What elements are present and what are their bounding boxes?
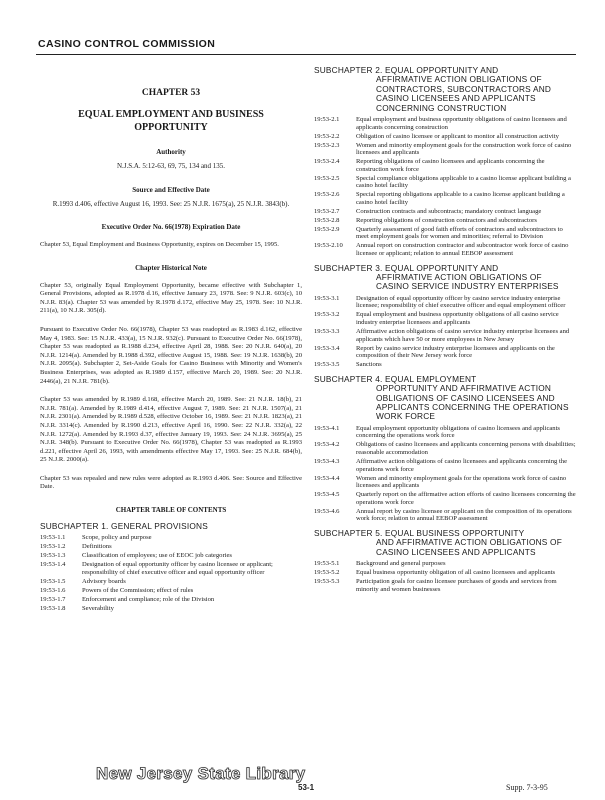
section-title: Obligations of casino licensees and applicants concerning persons with disabilities; reasonable accommodation [356,441,576,456]
history-paragraph: Chapter 53 was amended by R.1989 d.168, effective March 20, 1989. See: 21 N.J.R. 18(b), 21 N.J.R. 781(a). Amended by R.1989 d.414, effective August 7, 1989. See: 21 N.J.R. 1507(a), 21 N.J.R. 2301(a). Amended by R.1989 d.528, effective October 16, 1989. See: 21 N.J.R. 1823(a), 21 N.J.R. 3314(c). Amended by R.1990 d.213, effective April 16, 1990. See: 22 N.J.R. 332(a), 22 N.J.R. 1272(a). Amended by R.1993 d.37, effective January 19, 1993. See: 24 N.J.R. 3695(a), 25 N.J.R. 348(b). Pursuant to Executive Order No. 66(1978), Chapter 53 was readopted as R.1993 d.221, effective April 26, 1993, with amendments effective May 17, 1993. See: 25 N.J.R. 684(b), 25 N.J.R. 2000(a). [40,396,302,464]
section-title: Background and general purposes [356,560,446,568]
toc-entry [40,543,302,551]
section-title: Special compliance obligations applicable to a casino license applicant building a casino hotel facility [356,174,571,190]
section-number: 19:53-4.3 [314,457,340,465]
section-number: 19:53-3.3 [314,328,340,336]
section-number: 19:53-4.1 [314,424,340,432]
section-number: 19:53-3.5 [314,361,340,369]
authority-text: N.J.S.A. 5:12-63, 69, 75, 134 and 135. [116,162,226,170]
section-number: 19:53-2.2 [314,132,340,140]
subchapter-title-line: AFFIRMATIVE ACTION OBLIGATIONS OF [376,74,542,85]
subchapter-title-line: CASINO SERVICE INDUSTRY ENTERPRISES [376,281,559,292]
section-number: 19:53-1.1 [40,534,66,542]
section-title: Advisory boards [82,578,126,585]
toc-entry [314,361,576,369]
toc-entry [314,441,576,456]
subchapter-title-line: CASINO LICENSEES AND APPLICANTS [376,93,536,104]
section-title: Equal employment and business opportunity obligations of casino licensees and applicants concerning construction [356,116,567,131]
history-heading: Chapter Historical Note [135,263,207,272]
section-title: Participation goals for casino licensee purchases of goods and services from minority and women businesses [356,578,557,593]
section-number: 19:53-1.8 [40,604,66,612]
subchapter-title-line: APPLICANTS CONCERNING THE OPERATIONS [376,401,569,412]
exec-order-text: Chapter 53, Equal Employment and Business Opportunity, expires on December 15, 1995. [40,241,279,248]
toc-entry [314,328,576,343]
subchapter-title-line: SUBCHAPTER 5. EQUAL BUSINESS OPPORTUNITY [314,527,525,538]
subchapter-title-line: OBLIGATIONS OF CASINO LICENSEES AND [376,392,555,403]
section-number: 19:53-4.4 [314,474,340,482]
section-title: Reporting obligations of construction contractors and subcontractors [356,216,537,224]
section-title: Obligation of casino licensee or applicant to monitor all construction activity [356,132,559,140]
section-number: 19:53-1.2 [40,543,66,551]
toc-entry [314,226,576,241]
subchapter-entries [314,116,576,258]
authority-heading: Authority [156,148,186,156]
subchapter-entries [314,295,576,369]
source-text: R.1993 d.406, effective August 16, 1993. See: 25 N.J.R. 1675(a), 25 N.J.R. 3843(b). [52,199,290,208]
section-title: Classification of employees; use of EEOC job categories [82,552,232,560]
section-title: Sanctions [356,361,382,369]
chapter-number: CHAPTER 53 [141,88,201,98]
toc-heading: CHAPTER TABLE OF CONTENTS [115,506,227,515]
page-number: 53-1 [298,783,315,792]
section-number: 19:53-1.3 [40,552,66,560]
history-paragraph: Pursuant to Executive Order No. 66(1978), Chapter 53 was readopted as R.1983 d.162, effective May 4, 1983. See: 15 N.J.R. 433(a), 15 N.J.R. 932(c). Pursuant to Executive Order No. 66(1978), Chapter 53 was readopted as R.1988 d.234, effective April 28, 1988. See: 20 N.J.R. 640(a), 20 N.J.R. 1214(a). Amended by R.1988 d.392, effective August 15, 1988. See: 19 N.J.R. 1638(b), 20 N.J.R. 2095(a). Subchapter 2, Set-Aside Goals for Casino Business with Minority and Women's Business Enterprises, was adopted as R.1989 d.157, effective March 20, 1989. See: 20 N.J.R. 2446(a), 21 N.J.R. 781(b). [40,325,302,385]
toc-entry [40,578,302,586]
toc-entry [314,217,576,225]
section-number: 19:53-2.10 [314,242,343,250]
section-title: Quarterly assessment of good faith efforts of contractors and subcontractors to meet employment goals for women and minorities; referral to Division [356,225,563,241]
toc-entry [40,587,302,595]
toc-entry [40,534,302,542]
section-number: 19:53-3.4 [314,344,340,352]
subchapter-title-line: AFFIRMATIVE ACTION OBLIGATIONS OF [376,272,542,283]
section-number: 19:53-2.1 [314,116,340,124]
toc-entry [314,208,576,216]
toc-entry [314,578,576,593]
section-title: Equal business opportunity obligation of all casino licensees and applicants [356,569,556,577]
toc-entry [314,191,576,206]
toc-entry [40,552,302,560]
right-column [314,66,576,595]
subchapter-title-line: SUBCHAPTER 4. EQUAL EMPLOYMENT [314,373,477,384]
toc-entry [314,491,576,506]
section-number: 19:53-5.3 [314,578,340,586]
subchapter-title [314,264,576,292]
toc-entry [314,311,576,326]
library-stamp: New Jersey State Library [96,764,306,783]
section-number: 19:53-1.5 [40,578,66,585]
toc-entry [314,560,576,568]
toc-entry [314,475,576,490]
section-title: Construction contracts and subcontracts; mandatory contract language [356,207,542,215]
toc-entry [314,295,576,310]
section-title: Women and minority employment goals for the operations work force of casino licensees and applicants [356,474,567,490]
section-number: 19:53-2.3 [314,141,340,149]
section-number: 19:53-2.6 [314,191,340,199]
history-paragraph: Chapter 53 was repealed and new rules were adopted as R.1993 d.406. See: Source and Effective Date. [40,474,302,491]
section-title: Affirmative action obligations of casino service industry enterprise licensees and applicants which have 50 or more employees in New Jersey [356,328,570,343]
exec-order-heading: Executive Order No. 66(1978) Expiration Date [101,223,241,231]
section-title: Equal employment opportunity obligations of casino licensees and applicants concerning the operations work force [356,424,560,440]
subchapter-title-line: OPPORTUNITY AND AFFIRMATIVE ACTION [376,383,552,394]
subchapter-title [314,66,576,113]
source-heading: Source and Effective Date [132,185,210,194]
subchapter-title-line: SUBCHAPTER 3. EQUAL OPPORTUNITY AND [314,262,499,273]
toc-entry [40,561,302,576]
section-number: 19:53-3.1 [314,294,340,302]
section-title: Severability [82,604,114,612]
toc-entry [314,345,576,360]
section-number: 19:53-4.2 [314,441,340,449]
subchapter-1-entries [40,534,302,612]
toc-entry [314,142,576,157]
toc-entry [314,158,576,173]
section-number: 19:53-4.6 [314,507,340,515]
subchapter-1-title: SUBCHAPTER 1. GENERAL PROVISIONS [40,521,208,532]
subchapter-title [314,529,576,557]
section-title: Special reporting obligations applicable to a casino license applicant building a casino hotel facility [356,191,565,206]
subchapter-entries [314,560,576,593]
running-head: CASINO CONTROL COMMISSION [38,38,216,50]
section-title: Annual report by casino licensee or applicant on the composition of its operations work force; relation to annual EEBOP assessment [356,507,572,523]
toc-entry [314,458,576,473]
section-number: 19:53-2.4 [314,158,340,166]
section-number: 19:53-2.9 [314,225,340,233]
section-title: Equal employment and business opportunity obligations of all casino service industry enterprise licensees and applicants [356,311,559,327]
subchapter-title [314,375,576,422]
toc-entry [314,242,576,257]
subchapter-title-line: WORK FORCE [376,411,436,422]
section-title: Reporting obligations of casino licensees and applicants concerning the construction work force [356,158,545,173]
section-title: Women and minority employment goals for the construction work force of casino licensees and applicants [356,141,572,157]
section-title: Quarterly report on the affirmative action efforts of casino licensees concerning the operations work force [356,491,576,506]
section-title: Designation of equal opportunity officer by casino licensee or applicant; responsibility of chief executive officer and equal opportunity officer [82,561,273,577]
section-number: 19:53-1.4 [40,561,66,569]
toc-entry [314,175,576,190]
subchapter-title-line: CONCERNING CONSTRUCTION [376,102,507,113]
subchapter-entries [314,425,576,523]
toc-entry [314,116,576,131]
section-title: Affirmative action obligations of casino licensees and applicants concerning the operations work force [356,457,567,473]
toc-entry [314,133,576,141]
section-number: 19:53-5.2 [314,569,340,577]
header-rule [36,54,576,55]
section-number: 19:53-5.1 [314,560,340,568]
section-title: Annual report on construction contractor and subcontractor work force of casino licensee or applicant; relation to annual EEBOP assessment [356,242,569,258]
toc-entry [314,508,576,523]
section-title: Powers of the Commission; effect of rules [82,586,194,594]
section-number: 19:53-2.5 [314,174,340,182]
section-title: Report by casino service industry enterprise licensees and applicants on the composition of their New Jersey work force [356,344,555,360]
supplement-date: Supp. 7-3-95 [506,783,548,792]
left-column [40,66,302,614]
section-title: Definitions [82,543,112,551]
subchapter-title-line: SUBCHAPTER 2. EQUAL OPPORTUNITY AND [314,65,499,75]
section-title: Designation of equal opportunity officer by casino service industry enterprise licensee; responsibility of chief executive officer and equal employment officer [356,294,566,310]
section-number: 19:53-4.5 [314,491,340,499]
history-paragraph: Chapter 53, originally Equal Employment Opportunity, became effective with Subchapter 1, General Provisions, adopted as R.1978 d.16, effective January 23, 1978. See: 9 N.J.R. 603(c), 10 N.J.R. 83(a). Chapter 53 was amended by R.1978 d.172, effective May 25, 1978. See: 10 N.J.R. 211(a), 10 N.J.R. 305(d). [40,281,302,315]
toc-entry [314,425,576,440]
section-number: 19:53-1.6 [40,586,66,594]
section-number: 19:53-3.2 [314,311,340,319]
section-number: 19:53-2.8 [314,216,340,224]
section-title: Enforcement and compliance; role of the Division [82,595,215,603]
toc-entry [40,605,302,613]
section-number: 19:53-2.7 [314,207,340,215]
subchapter-title-line: AND AFFIRMATIVE ACTION OBLIGATIONS OF [376,537,562,548]
chapter-title: EQUAL EMPLOYMENT AND BUSINESS OPPORTUNITY [78,109,264,133]
toc-entry [314,569,576,577]
subchapter-title-line: CONTRACTORS, SUBCONTRACTORS AND [376,83,552,94]
toc-entry [40,596,302,604]
section-title: Scope, policy and purpose [82,534,152,542]
subchapter-title-line: CASINO LICENSEES AND APPLICANTS [376,546,536,557]
section-number: 19:53-1.7 [40,595,66,603]
